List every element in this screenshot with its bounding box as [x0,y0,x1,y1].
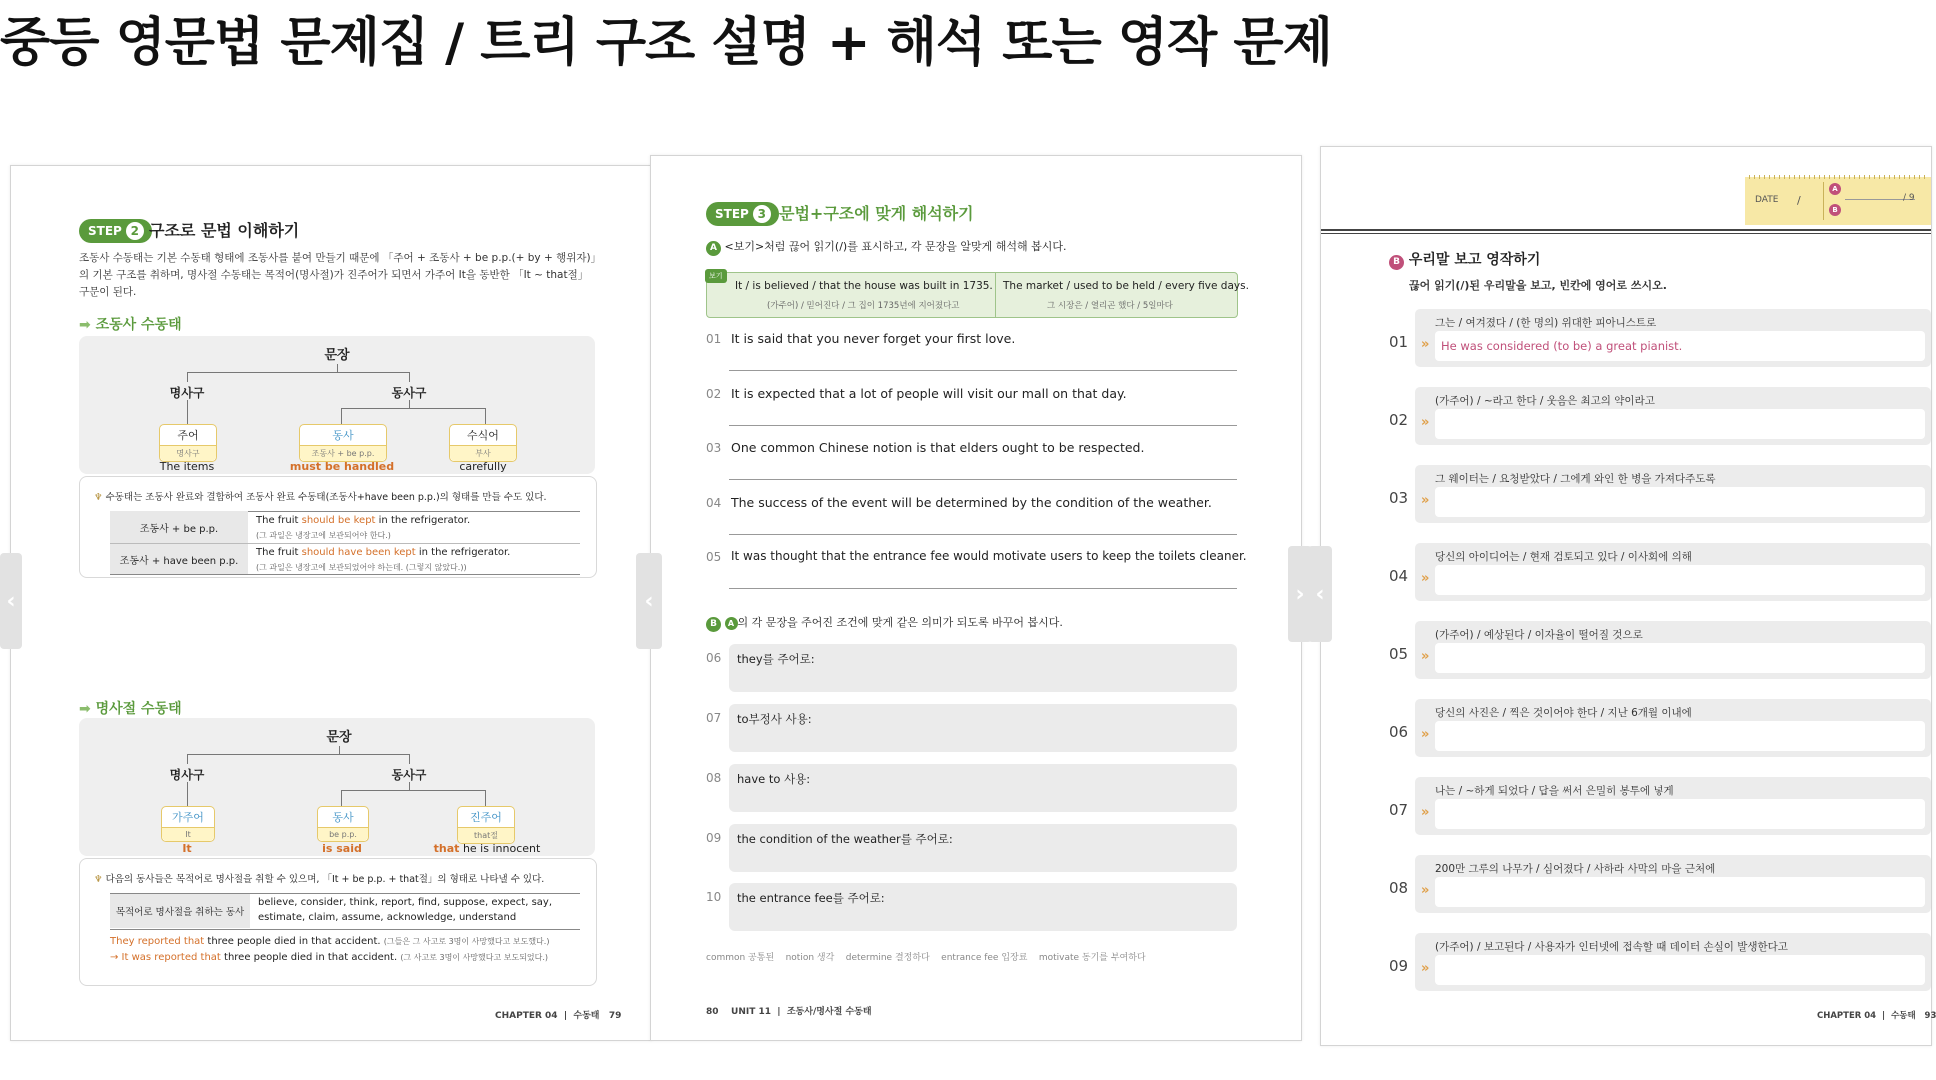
answer-input[interactable] [1435,877,1925,907]
translation-item: 그 웨이터는 / 요청받았다 / 그에게 와인 한 병을 가져다주도록 » [1415,465,1931,523]
right-page [1320,146,1936,1046]
tree-vp: 동사구 [391,768,427,782]
question-number: 09 [706,831,722,845]
verbs-list-2: estimate, claim, assume, acknowledge, understand [258,912,517,923]
question-number: 01 [706,332,722,346]
leaf-dummy-subject: 가주어 It [161,806,215,842]
item-number: 05 [1389,645,1409,663]
answer-input[interactable] [1435,409,1925,439]
chevron-left-icon: ‹ [6,588,16,614]
left-intro-3: 구문이 된다. [79,286,137,298]
word-it: It [182,842,192,855]
answer-box[interactable]: they를 주어로: [729,644,1237,692]
answer-input[interactable] [1435,643,1925,673]
item-number: 04 [1389,567,1409,585]
item-number: 01 [1389,333,1409,351]
translation-item: 당신의 사진은 / 찍은 것이어야 한다 / 지난 6개월 이내에 » [1415,699,1931,757]
leaf-modifier: 수식어 부사 [449,424,517,462]
tree-np: 명사구 [169,768,205,782]
left-page [10,165,652,1041]
answer-line[interactable] [729,425,1237,426]
answer-box[interactable]: have to 사용: [729,764,1237,812]
item-number: 07 [1389,801,1409,819]
word-the-items: The items [159,460,215,473]
left-page-footer: CHAPTER 04 | 수동태 79 [495,1011,622,1021]
word-is-said: is said [322,842,362,855]
question-text: It was thought that the entrance fee would motivate users to keep the toilets cleaner. [731,549,1247,563]
leaf-verb: 동사 조동사 + be p.p. [299,424,387,462]
table-row: 조동사 + have been p.p. The fruit should have been kept in the refrigerator. (그 과일은 냉장고에 보관되었어야 하는데. (그렇지 않았다.)) [110,544,580,574]
leaf-subject: 주어 명사구 [159,424,217,462]
answer-line[interactable] [729,588,1237,589]
translation-item: (가주어) / 보고된다 / 사용자가 인터넷에 접속할 때 데이터 손실이 발생한다고 » [1415,933,1931,991]
section2-title: ➡ 명사절 수동태 [79,701,182,717]
item-number: 08 [1389,879,1409,897]
example-box: 보기 It / is believed / that the house was built in 1735. (가주어) / 믿어진다 / 그 집이 1735년에 지어졌다고 The market / used to be held / every five days. 그 시장은 / 열리곤 했다 / 5일마다 [706,272,1238,318]
note-box-2 [79,858,597,986]
answer-input[interactable] [1435,721,1925,751]
step3-badge: STEP 3 [706,202,779,226]
answer-input[interactable] [1435,487,1925,517]
question-number: 07 [706,711,722,725]
left-intro-1: 조동사 수동태는 기본 수동태 형태에 조동사를 붙여 만들기 때문에 「주어 + 조동사 + be p.p.(+ by + 행위자)」 [79,252,602,264]
item-number: 06 [1389,723,1409,741]
answer-line[interactable] [729,534,1237,535]
date-box: DATE / A B / 9 [1745,177,1931,225]
word-carefully: carefully [459,460,507,473]
example-2: → It was reported that three people died in that accident. (그 사고로 3명이 사망했다고 보도되었다.) [110,952,549,963]
partB-heading: B 우리말 보고 영작하기 [1389,249,1540,270]
middle-page [650,155,1305,1041]
translation-item: 당신의 아이디어는 / 현재 검토되고 있다 / 이사회에 의해 » [1415,543,1931,601]
tree-root: 문장 [324,348,350,363]
question-text: The success of the event will be determined by the condition of the weather. [731,495,1212,510]
word-that-clause: that he is innocent [433,842,541,855]
question-number: 02 [706,387,722,401]
verbs-list-1: believe, consider, think, report, find, suppose, expect, say, [258,897,552,908]
verbs-label: 목적어로 명사절을 취하는 동사 [110,894,250,928]
tree-np: 명사구 [169,386,205,400]
answer-box[interactable]: the entrance fee를 주어로: [729,883,1237,931]
right-instruction: 끊어 읽기(/)된 우리말을 보고, 빈칸에 영어로 쓰시오. [1409,279,1667,292]
question-number: 10 [706,890,722,904]
translation-item: 나는 / ~하게 되었다 / 답을 써서 은밀히 봉투에 넣게 » [1415,777,1931,835]
item-number: 02 [1389,411,1409,429]
note-2: ♆ 다음의 동사들은 목적어로 명사절을 취할 수 있으며, 「It + be p.p. + that절」의 형태로 나타낼 수 있다. [94,874,545,885]
table-row: 조동사 + be p.p. The fruit should be kept in the refrigerator. (그 과일은 냉장고에 보관되어야 한다.) [110,511,580,543]
answer-box[interactable]: the condition of the weather를 주어로: [729,824,1237,872]
item-number: 09 [1389,957,1409,975]
item-number: 03 [1389,489,1409,507]
question-text: One common Chinese notion is that elders ought to be respected. [731,440,1145,455]
right-page-footer: CHAPTER 04 | 수동태 93 [1817,1011,1936,1021]
chevron-left-icon: ‹ [1315,581,1325,607]
slide-title: 중등 영문법 문제집 / 트리 구조 설명 + 해석 또는 영작 문제 [0,13,1332,73]
translation-item: (가주어) / 예상된다 / 이자율이 떨어질 것으로 » [1415,621,1931,679]
tree-diagram-2 [79,718,595,856]
answer-input[interactable] [1435,955,1925,985]
page-back-button[interactable] [1308,546,1332,642]
section1-title: ➡ 조동사 수동태 [79,317,182,333]
prev-page-button[interactable] [0,553,22,649]
left-intro-2: 의 기본 구조를 취하며, 명사절 수동태는 목적어(명사절)가 진주어가 되면서 가주어 It을 동반한 「It ~ that절」 [79,269,589,281]
note-1: ♆ 수동태는 조동사 완료와 결합하여 조동사 완료 수동태(조동사+have been p.p.)의 형태를 만들 수도 있다. [94,492,547,503]
translation-item: (가주어) / ~라고 한다 / 웃음은 최고의 약이라고 » [1415,387,1931,445]
middle-heading: 문법+구조에 맞게 해석하기 [779,204,974,223]
middle-page-toggle[interactable] [636,553,662,649]
question-text: It is expected that a lot of people will visit our mall on that day. [731,386,1127,401]
question-text: It is said that you never forget your first love. [731,331,1016,346]
tree-root: 문장 [326,730,352,745]
question-number: 05 [706,550,722,564]
answer-box[interactable]: to부정사 사용: [729,704,1237,752]
question-number: 03 [706,441,722,455]
note-box-1 [79,476,597,578]
answer-input[interactable] [1435,565,1925,595]
word-must-be-handled: must be handled [289,460,395,473]
chevron-right-icon: › [1295,581,1305,607]
answer-line[interactable] [729,370,1237,371]
question-number: 08 [706,771,722,785]
leaf-real-subject: 진주어 that절 [457,806,515,844]
translation-item: 그는 / 여겨졌다 / (한 명의) 위대한 피아니스트로 » He was considered (to be) a great pianist. [1415,309,1931,367]
left-heading: 구조로 문법 이해하기 [149,221,300,240]
translation-item: 200만 그루의 나무가 / 심어졌다 / 사하라 사막의 마을 근처에 » [1415,855,1931,913]
step2-badge: STEP 2 [79,219,152,243]
answer-line[interactable] [729,479,1237,480]
middle-page-footer: 80 UNIT 11 | 조동사/명사절 수동태 [706,1007,872,1017]
tree-vp: 동사구 [391,386,427,400]
tree-diagram-1 [79,336,595,474]
leaf-verb: 동사 be p.p. [317,806,369,842]
partB-instruction: B A 의 각 문장을 주어진 조건에 맞게 같은 의미가 되도록 바꾸어 봅시다. [706,614,1063,632]
answer-input[interactable] [1435,799,1925,829]
example-1: They reported that three people died in that accident. (그들은 그 사고로 3명이 사망했다고 보도했다.) [110,936,550,947]
answer-text[interactable]: He was considered (to be) a great pianist. [1441,339,1683,353]
partA-instruction: A <보기>처럼 끊어 읽기(/)를 표시하고, 각 문장을 알맞게 해석해 봅시다. [706,238,1066,256]
question-number: 04 [706,496,722,510]
vocab-line: common 공통된 notion 생각 determine 결정하다 entrance fee 입장료 motivate 동기를 부여하다 [706,953,1146,963]
question-number: 06 [706,651,722,665]
chevron-left-icon: ‹ [644,588,654,614]
